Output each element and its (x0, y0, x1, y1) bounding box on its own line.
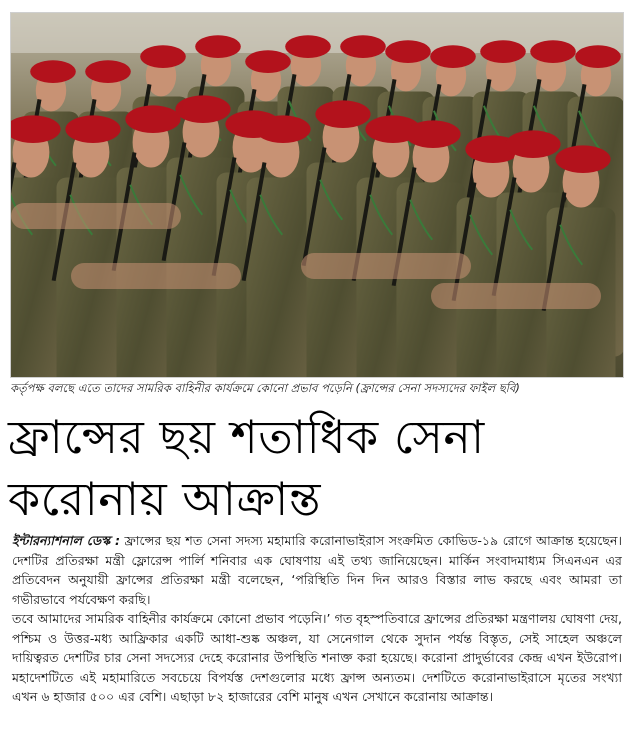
headline-line-1: ফ্রান্সের ছয় শতাধিক সেনা (8, 410, 485, 464)
dateline: ইন্টারন্যাশনাল ডেস্ক : (12, 533, 121, 548)
article-paragraph-2: তবে আমাদের সামরিক বাহিনীর কার্যক্রমে কোনো প্রভাব পড়েনি।’ গত বৃহস্পতিবারে ফ্রান্সের প্রতিরক্ষা মন্ত্রণালয় ঘোষণা দেয়, পশ্চিম ও উত্তর-মধ্য আফ্রিকার একটি আধা-শুষ্ক অঞ্চল, যা সেনেগাল থেকে সুদান পর্যন্ত বিস্তৃত, সেই সাহেল অঞ্চলে দায়িত্বরত দেশটির চার সেনা সদস্যের দেহে করোনার উপস্থিতি শনাক্ত করা হয়েছে। করোনা প্রাদুর্ভাবের কেন্দ্র এখন ইউরোপ। মহাদেশটিতে এই মহামারিতে সবচেয়ে বিপর্যস্ত দেশগুলোর মধ্যে ফ্রান্স অন্যতম। দেশটিতে করোনাভাইরাসে মৃতের সংখ্যা এখন ৬ হাজার ৫০০ এর বেশি। এছাড়া ৮২ হাজারের বেশি মানুষ এখন সেখানে করোনায় আক্রান্ত। (12, 611, 623, 704)
paragraph-1-text: ফ্রান্সের ছয় শত সেনা সদস্য মহামারি করোনাভাইরাস সংক্রমিত কোভিড-১৯ রোগে আক্রান্ত হয়েছেন। দেশটির প্রতিরক্ষা মন্ত্রী ফ্লোরেন্স পার্লি শনিবার এক ঘোষণায় এই তথ্য জানিয়েছেন। মার্কিন সংবাদমাধ্যম সিএনএন এর প্রতিবেদন অনুযায়ী ফ্রান্সের প্রতিরক্ষা মন্ত্রী বলেছেন, ‘পরিস্থিতি দিন দিন আরও বিস্তার লাভ করছে এবং আমরা তা গভীরভাবে পর্যবেক্ষণ করছি। (12, 533, 622, 607)
photo-caption: কর্তৃপক্ষ বলছে এতে তাদের সামরিক বাহিনীর কার্যক্রমে কোনো প্রভাব পড়েনি (ফ্রান্সের সেনা সদস্যদের ফাইল ছবি) (10, 381, 520, 395)
article-paragraph-1 (12, 531, 622, 609)
soldiers-parade-illustration (11, 13, 623, 377)
news-photo (10, 12, 624, 378)
article-body (12, 531, 622, 707)
headline-line-2: করোনায় আক্রান্ত (8, 472, 321, 526)
